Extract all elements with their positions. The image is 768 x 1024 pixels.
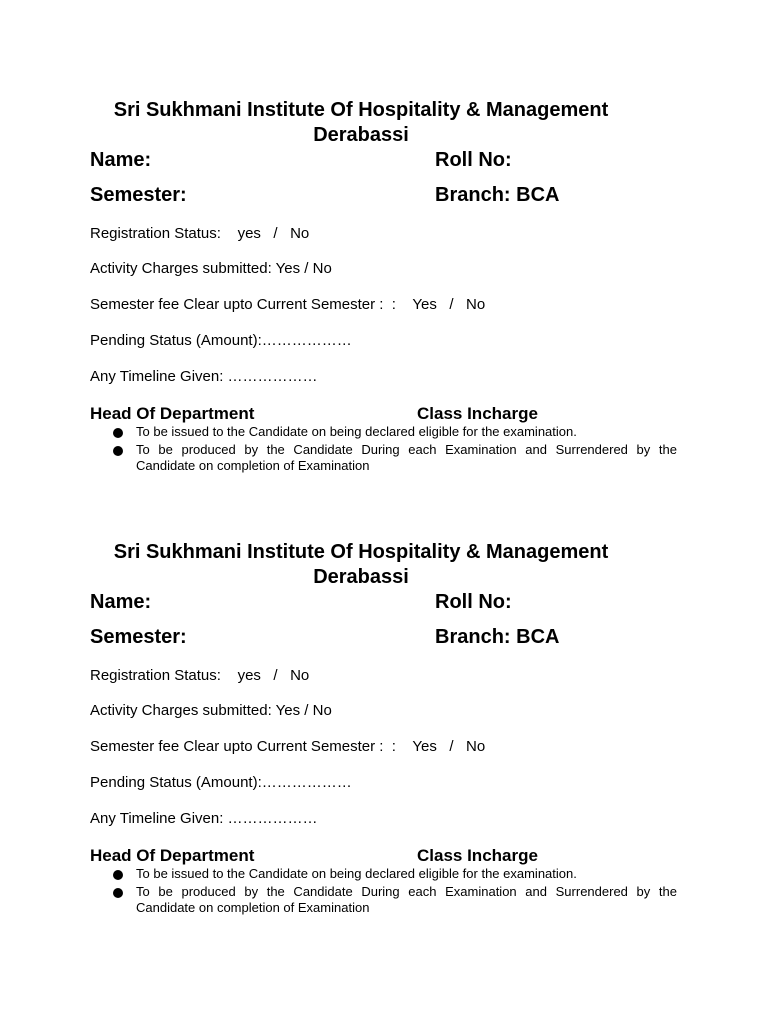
head-of-department-label: Head Of Department bbox=[90, 404, 255, 423]
instruction-text: To be issued to the Candidate on being declared eligible for the examination. bbox=[136, 866, 577, 881]
semester-fee-line: Semester fee Clear upto Current Semester : : Yes / No bbox=[90, 738, 486, 755]
institute-location: Derabassi bbox=[313, 566, 409, 588]
institute-title bbox=[90, 98, 632, 148]
roll-no-label: Roll No: bbox=[435, 591, 512, 613]
name-label: Name: bbox=[90, 149, 152, 171]
admit-slip-1 bbox=[0, 98, 768, 498]
timeline-line: Any Timeline Given: ……………… bbox=[90, 368, 318, 385]
instruction-text: To be produced by the Candidate During each Examination and Surrendered by the Candidate on completion of Examination bbox=[136, 441, 677, 473]
bullet-icon bbox=[113, 870, 123, 880]
admit-slip-2 bbox=[0, 540, 768, 940]
list-item bbox=[113, 884, 677, 917]
instruction-text: To be produced by the Candidate During each Examination and Surrendered by the Candidate on completion of Examination bbox=[136, 883, 677, 915]
institute-name: Sri Sukhmani Institute Of Hospitality & Management bbox=[113, 99, 609, 121]
institute-location: Derabassi bbox=[313, 124, 409, 146]
institute-name: Sri Sukhmani Institute Of Hospitality & Management bbox=[113, 541, 609, 563]
class-incharge-label: Class Incharge bbox=[417, 846, 538, 865]
instruction-text: To be issued to the Candidate on being declared eligible for the examination. bbox=[136, 424, 577, 439]
list-item bbox=[113, 442, 677, 475]
registration-status-line: Registration Status: yes / No bbox=[90, 225, 310, 242]
head-of-department-label: Head Of Department bbox=[90, 846, 255, 865]
instructions-list bbox=[113, 866, 677, 918]
timeline-line: Any Timeline Given: ……………… bbox=[90, 810, 318, 827]
instructions-list bbox=[113, 424, 677, 476]
bullet-icon bbox=[113, 888, 123, 898]
pending-status-line: Pending Status (Amount):……………… bbox=[90, 774, 352, 791]
bullet-icon bbox=[113, 446, 123, 456]
branch-label: Branch: BCA bbox=[435, 626, 560, 648]
registration-status-line: Registration Status: yes / No bbox=[90, 667, 310, 684]
activity-charges-line: Activity Charges submitted: Yes / No bbox=[90, 260, 332, 277]
list-item bbox=[113, 866, 677, 883]
activity-charges-line: Activity Charges submitted: Yes / No bbox=[90, 702, 332, 719]
branch-label: Branch: BCA bbox=[435, 184, 560, 206]
institute-title bbox=[90, 540, 632, 590]
class-incharge-label: Class Incharge bbox=[417, 404, 538, 423]
name-label: Name: bbox=[90, 591, 152, 613]
roll-no-label: Roll No: bbox=[435, 149, 512, 171]
semester-fee-line: Semester fee Clear upto Current Semester : : Yes / No bbox=[90, 296, 486, 313]
semester-label: Semester: bbox=[90, 184, 187, 206]
list-item bbox=[113, 424, 677, 441]
pending-status-line: Pending Status (Amount):……………… bbox=[90, 332, 352, 349]
bullet-icon bbox=[113, 428, 123, 438]
semester-label: Semester: bbox=[90, 626, 187, 648]
